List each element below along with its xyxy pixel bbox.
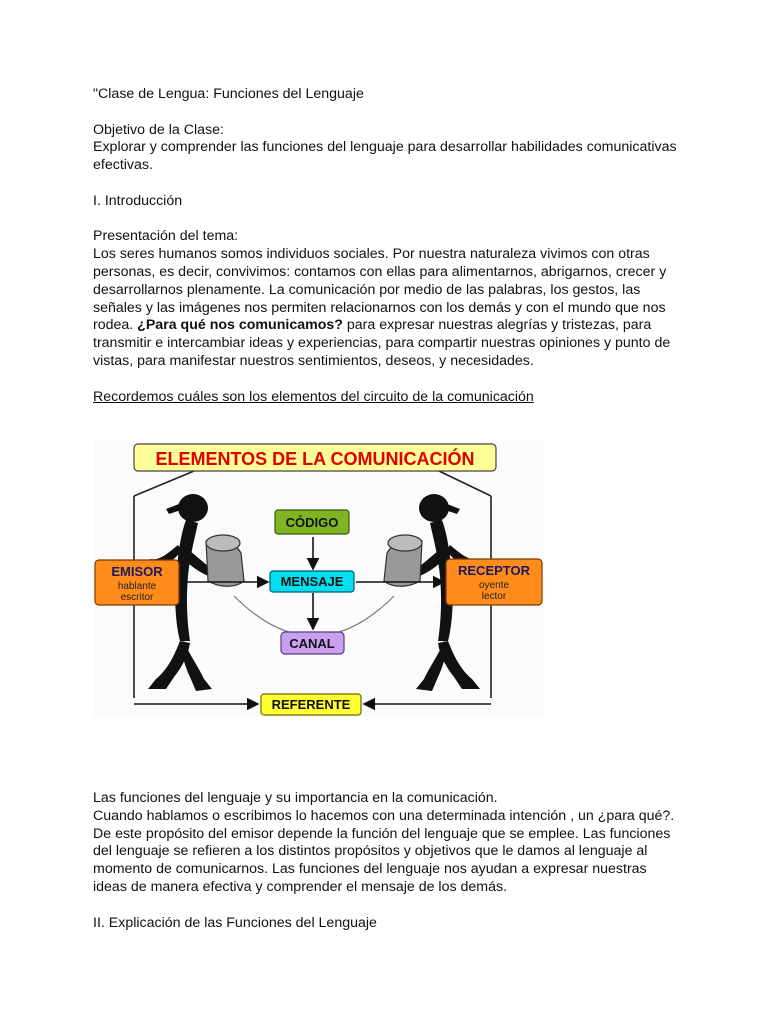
referente-label: REFERENTE	[271, 697, 351, 712]
communication-diagram	[94, 441, 544, 717]
emisor-sub2: escritor	[120, 592, 154, 603]
section1-heading: I. Introducción	[93, 192, 183, 209]
intro-part1: Los seres humanos somos individuos sociales. Por nuestra naturaleza vivimos con otras personas, es decir, convivimos: contamos con ellas para alimentarnos, abrigarnos, crecer y desarrollarnos plenamente. La comunicación por medio de las palabras, los gestos, las señales y las imágenes nos permiten relacionarnos con los demás y con el mundo que nos rodea.	[93, 246, 667, 334]
mensaje-label: MENSAJE	[280, 574, 344, 589]
functions-section	[93, 790, 683, 932]
receptor-label: RECEPTOR	[458, 563, 530, 578]
intro-paragraph	[93, 246, 683, 371]
mensaje-box	[270, 571, 354, 592]
speaker-cup-icon	[206, 535, 244, 586]
canal-box	[281, 632, 344, 654]
objective-heading: Objetivo de la Clase:	[93, 121, 224, 138]
document-body	[93, 86, 683, 406]
diagram-title: ELEMENTOS DE LA COMUNICACIÓN	[155, 449, 475, 469]
section2-heading: II. Explicación de las Funciones del Lenguaje	[93, 914, 377, 931]
emisor-box	[95, 560, 179, 605]
intro-question: ¿Para qué nos comunicamos?	[137, 317, 343, 334]
receptor-box	[446, 559, 542, 605]
functions-text: Cuando hablamos o escribimos lo hacemos con una determinada intención , un ¿para qué?. De este propósito del emisor depende la función del lenguaje que se emplee. Las funciones del lenguaje se refieren a los distintos propósitos y objetivos que le damos al lenguaje al momento de comunicarnos. Las funciones del lenguaje nos ayudan a expresar nuestras ideas de manera efectiva y comprender el mensaje de los demás.	[93, 807, 675, 895]
receptor-sub2: lector	[481, 591, 507, 602]
emisor-sub1: hablante	[117, 581, 157, 592]
codigo-label: CÓDIGO	[285, 515, 339, 530]
emisor-label: EMISOR	[111, 564, 163, 579]
circuit-link[interactable]: Recordemos cuáles son los elementos del circuito de la comunicación	[93, 388, 534, 405]
diagram-title-box	[134, 444, 496, 471]
canal-label: CANAL	[289, 636, 335, 651]
receptor-sub1: oyente	[478, 580, 510, 591]
codigo-box	[275, 510, 349, 534]
presentation-heading: Presentación del tema:	[93, 228, 239, 245]
listener-cup-icon	[384, 535, 422, 586]
objective-text: Explorar y comprender las funciones del lenguaje para desarrollar habilidades comunicativas efectivas.	[93, 139, 677, 174]
document-title: "Clase de Lengua: Funciones del Lenguaje	[93, 86, 364, 102]
functions-heading: Las funciones del lenguaje y su importancia en la comunicación.	[93, 790, 498, 806]
referente-box	[261, 694, 361, 715]
intro-part2: para expresar nuestras alegrías y tristezas, para transmitir e intercambiar ideas y experiencias, para compartir nuestras opiniones y punto de vistas, para manifestar nuestros sentimientos, deseos, y necesidades.	[93, 317, 671, 369]
